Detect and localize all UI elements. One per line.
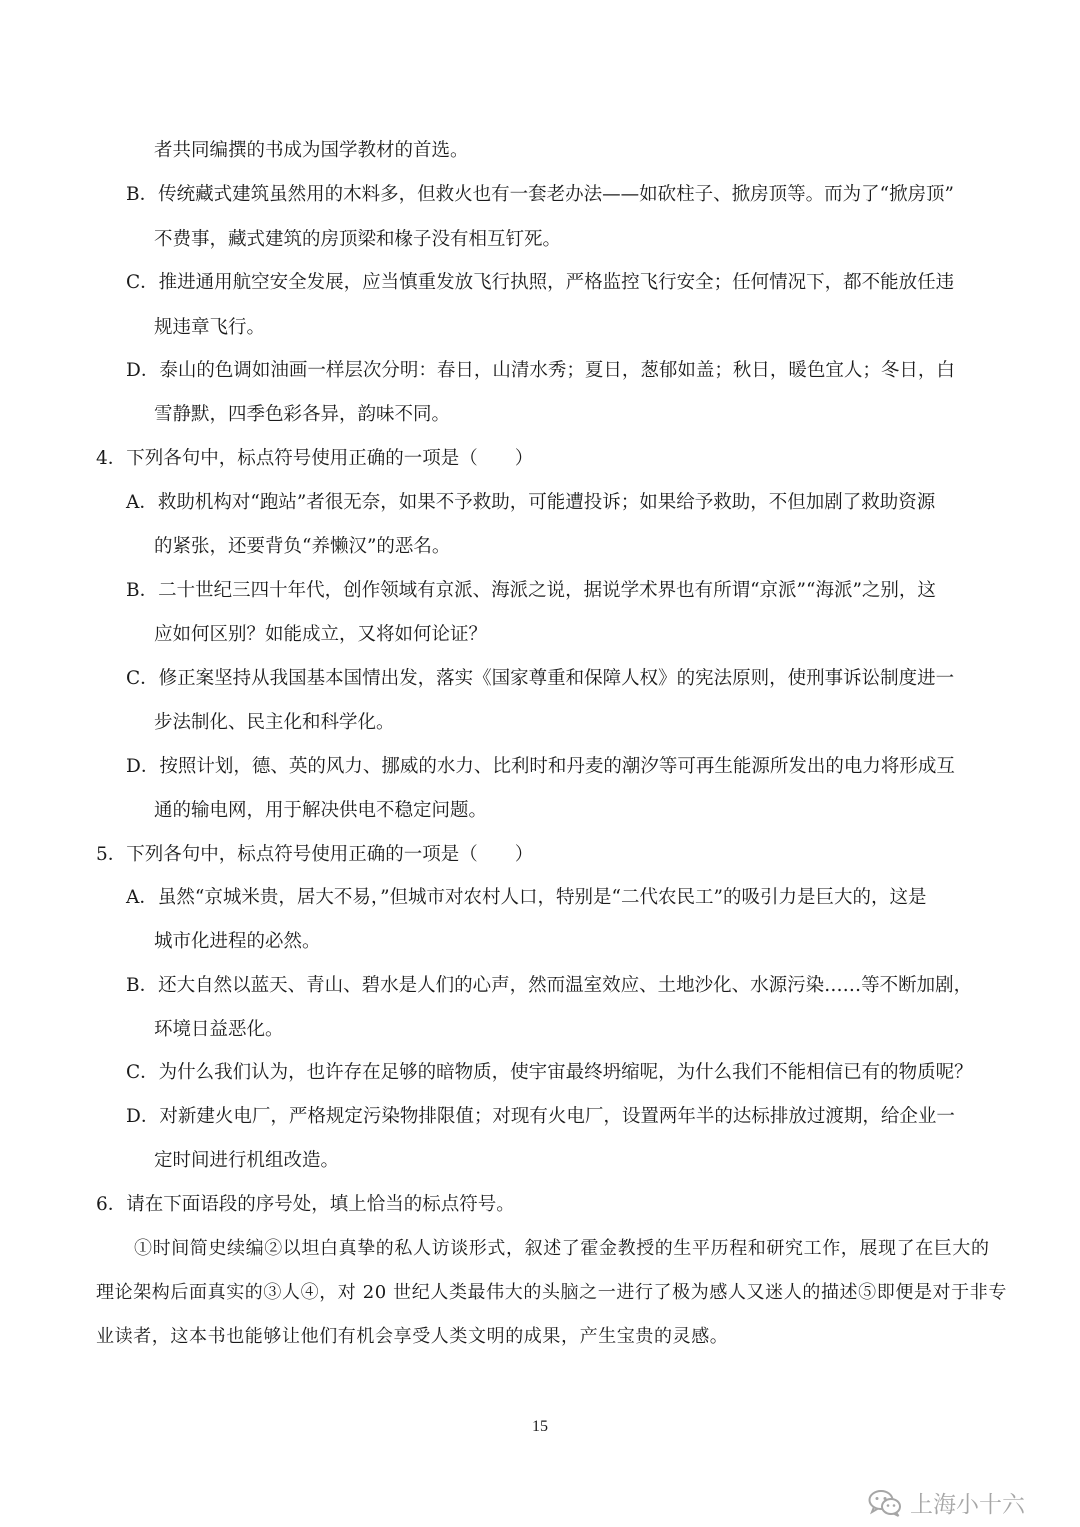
q5-option-c: C．为什么我们认为，也许存在足够的暗物质，使宇宙最终坍缩呢，为什么我们不能相信已有的物质呢？	[126, 1062, 973, 1083]
q3-option-c: C．推进通用航空安全发展，应当慎重发放飞行执照，严格监控飞行安全；任何情况下，都不能放任违	[126, 272, 955, 293]
q5-option-b: B．还大自然以蓝天、青山、碧水是人们的心声，然而温室效应、土地沙化、水源污染……等不断加剧，	[126, 975, 973, 996]
question-6-stem: 6．请在下面语段的序号处，填上恰当的标点符号。	[96, 1194, 515, 1215]
q4-option-a: A．救助机构对“跑站”者很无奈，如果不予救助，可能遭投诉；如果给予救助，不但加剧了救助资源	[126, 492, 936, 513]
q6-passage-line-1: ①时间简史续编②以坦白真挚的私人访谈形式，叙述了霍金教授的生平历程和研究工作，展现了在巨大的	[134, 1238, 990, 1259]
page-number: 15	[532, 1418, 548, 1435]
q4-option-c-continuation: 步法制化、民主化和科学化。	[154, 712, 395, 733]
q4-option-b: B．二十世纪三四十年代，创作领域有京派、海派之说，据说学术界也有所谓“京派”“海派”之别，这	[126, 580, 936, 601]
q4-option-a-continuation: 的紧张，还要背负“养懒汉”的恶名。	[154, 536, 451, 557]
q3-option-d: D．泰山的色调如油画一样层次分明：春日，山清水秀；夏日，葱郁如盖；秋日，暖色宜人；冬日，白	[126, 360, 955, 381]
q3-option-b-continuation: 不费事，藏式建筑的房顶梁和椽子没有相互钉死。	[154, 229, 562, 250]
q3-option-c-continuation: 规违章飞行。	[154, 317, 266, 338]
watermark-text: 上海小十六	[910, 1492, 1025, 1518]
wechat-icon	[868, 1489, 902, 1517]
q4-option-b-continuation: 应如何区别？如能成立，又将如何论证？	[154, 624, 488, 645]
watermark	[868, 1486, 1025, 1519]
q4-option-d-continuation: 通的输电网，用于解决供电不稳定问题。	[154, 800, 488, 821]
q6-passage-line-3: 业读者，这本书也能够让他们有机会享受人类文明的成果，产生宝贵的灵感。	[96, 1326, 729, 1347]
question-5-stem: 5．下列各句中，标点符号使用正确的一项是（ ）	[96, 844, 534, 865]
q4-option-c: C．修正案坚持从我国基本国情出发，落实《国家尊重和保障人权》的宪法原则，使刑事诉讼制度进一	[126, 668, 955, 689]
q3-option-a-continuation: 者共同编撰的书成为国学教材的首选。	[154, 140, 469, 161]
q5-option-d: D．对新建火电厂，严格规定污染物排限值；对现有火电厂，设置两年半的达标排放过渡期，给企业一	[126, 1106, 955, 1127]
q5-option-a: A．虽然“京城米贵，居大不易，”但城市对农村人口，特别是“二代农民工”的吸引力是巨大的，这是	[126, 887, 927, 908]
q5-option-b-continuation: 环境日益恶化。	[154, 1019, 284, 1040]
q3-option-d-continuation: 雪静默，四季色彩各异，韵味不同。	[154, 404, 451, 425]
q4-option-d: D．按照计划，德、英的风力、挪威的水力、比利时和丹麦的潮汐等可再生能源所发出的电力将形成互	[126, 756, 955, 777]
q5-option-d-continuation: 定时间进行机组改造。	[154, 1150, 340, 1171]
question-4-stem: 4．下列各句中，标点符号使用正确的一项是（ ）	[96, 448, 534, 469]
q6-passage-line-2: 理论架构后面真实的③人④，对 20 世纪人类最伟大的头脑之一进行了极为感人又迷人的描述⑤即便是对于非专	[96, 1282, 1007, 1303]
q3-option-b: B．传统藏式建筑虽然用的木料多，但救火也有一套老办法——如砍柱子、掀房顶等。而为了“掀房顶”	[126, 184, 955, 205]
q5-option-a-continuation: 城市化进程的必然。	[154, 931, 321, 952]
